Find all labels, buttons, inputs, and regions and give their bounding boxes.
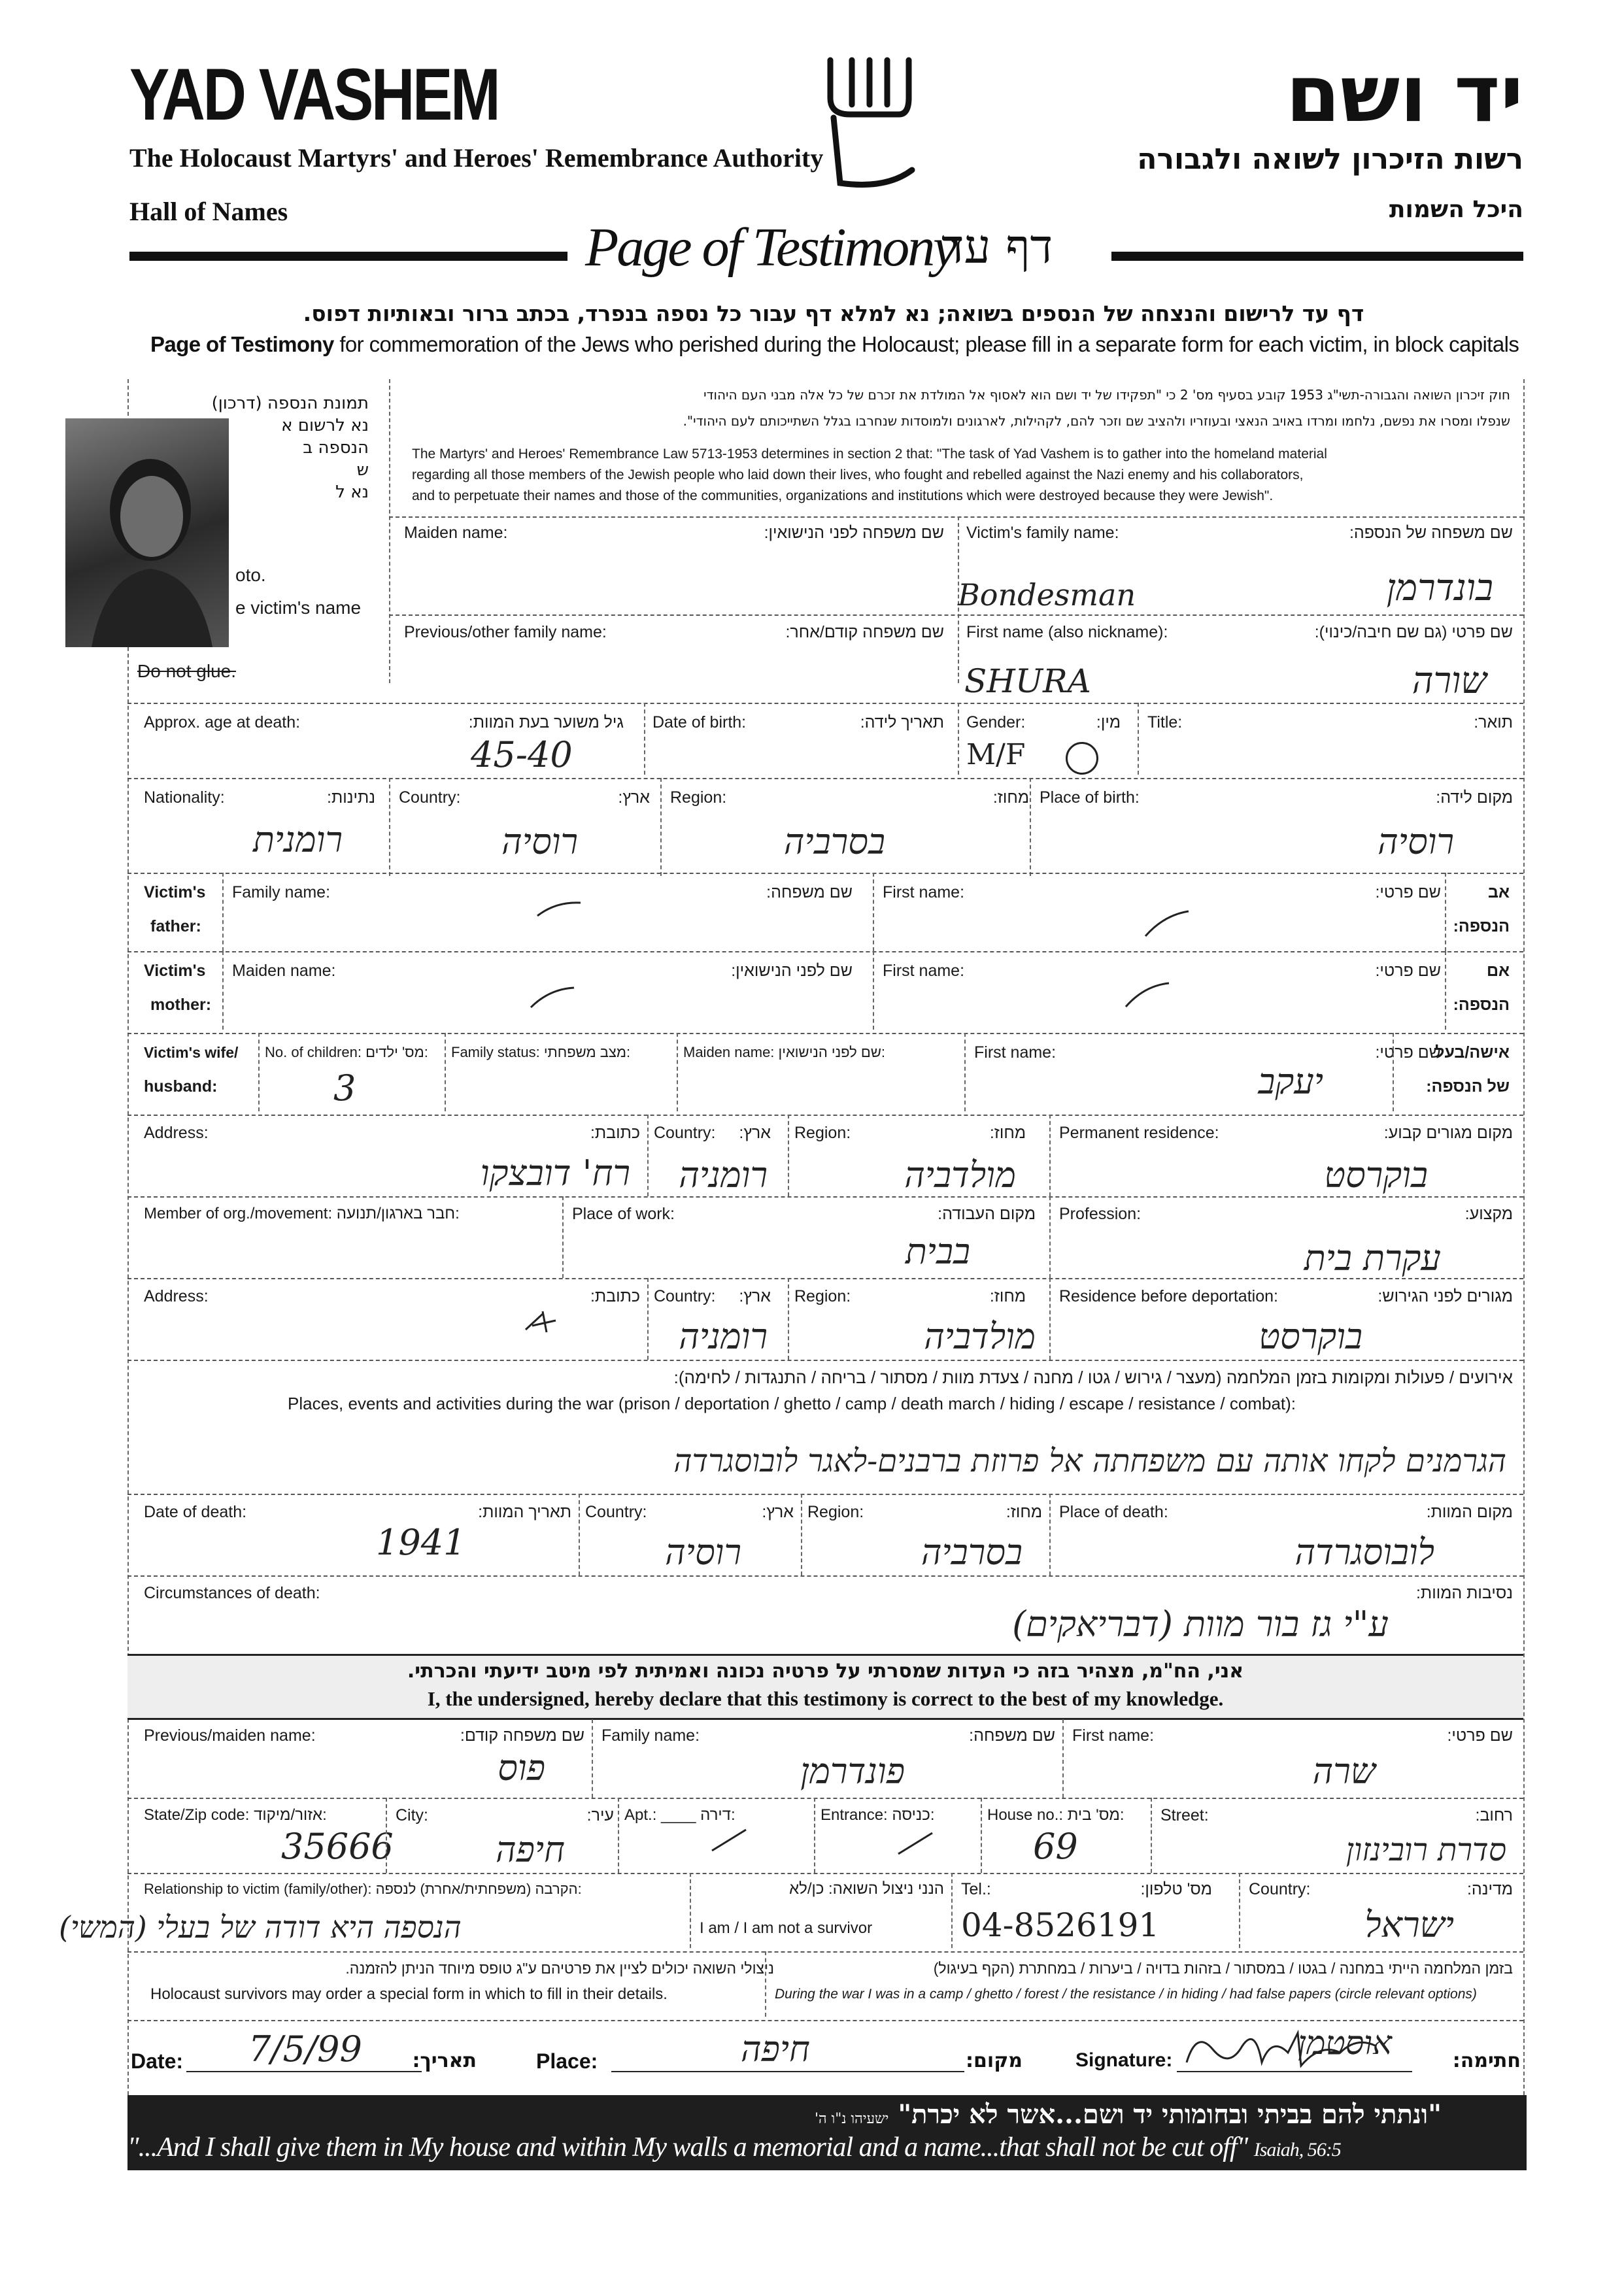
law-he-2: שנפלו ומסרו את נפשם, נלחמו ומרדו באויב הנאצי ובעוזריו ולהציב שם וזכר להם, לקהילות, לארגונים ולמוסדות שנחרבו בגלל השתייכותם לעם היהודי".: [683, 413, 1510, 429]
s-first-label-en: First name:: [1072, 1726, 1155, 1745]
before-region-value[interactable]: מולדביה: [924, 1316, 1036, 1357]
father-label-he-1: אב: [1487, 883, 1510, 901]
hall-of-names-en: Hall of Names: [129, 197, 288, 226]
family-name-en-value[interactable]: Bondesman: [958, 577, 1136, 613]
rule-2: [389, 614, 1523, 616]
dod-region-label-he: מחוז:: [1006, 1503, 1042, 1521]
region-label-en: Region:: [670, 788, 727, 807]
addr-country-value[interactable]: רומניה: [679, 1154, 768, 1196]
footer-quote-en: "...And I shall give them in My house and within My walls a memorial and a name...that shall not be cut off" Isaiah, 56:5: [127, 2132, 1341, 2162]
div-s2-4: [981, 1798, 982, 1873]
house-label: House no.: מס' בית:: [987, 1806, 1125, 1824]
pob-label-en: Place of birth:: [1040, 788, 1140, 807]
spouse-label-he-1: אישה/בעל: [1435, 1043, 1510, 1062]
div-work-2: [1049, 1196, 1051, 1278]
addr-region-value[interactable]: מולדביה: [904, 1154, 1016, 1196]
div-region: [1030, 778, 1031, 876]
div-dod-2: [801, 1494, 802, 1575]
div-addr-3: [1049, 1115, 1051, 1196]
events-label-he: אירועים / פעולות ומקומות בזמן המלחמה (מעצר / גירוש / גטו / מחנה / צעדת מוות / מסתור / בריחה / התנגדות / לחימה):: [673, 1368, 1513, 1387]
footer-quote-he: "ונתתי להם בביתי ובחומותי יד ושם...אשר לא יכרת" ישעיהו נ"ו ה': [814, 2099, 1442, 2130]
street-label-he: רחוב:: [1475, 1806, 1513, 1824]
entrance-dash-mark: [896, 1830, 935, 1857]
family-name-label-he: שם משפחה של הנספה:: [1349, 524, 1513, 542]
org-subtitle-he: רשות הזיכרון לשואה ולגבורה: [1137, 143, 1523, 176]
tel-value[interactable]: 04-8526191: [961, 1906, 1160, 1944]
first-name-label-he: שם פרטי (גם שם חיבה/כינוי):: [1314, 623, 1513, 641]
dod-value[interactable]: 1941: [376, 1522, 466, 1563]
div-spouse-2: [445, 1033, 446, 1111]
address-label-he: כתובת:: [590, 1124, 640, 1142]
footer-quote-band: [127, 2095, 1527, 2170]
dod-label-he: תאריך המוות:: [478, 1503, 571, 1521]
dod-country-label-en: Country:: [585, 1503, 647, 1521]
member-label: Member of org./movement: חבר בארגון/תנועה:: [144, 1205, 460, 1222]
house-value[interactable]: 69: [1033, 1826, 1078, 1867]
div-dob: [958, 703, 959, 775]
photo-instructions-en-1: oto.: [235, 565, 266, 585]
photo-instructions-he: תמונת הנספה (דרכון) נא לרשום א הנספה ב ש נא ל: [211, 394, 369, 502]
father-label-en-2: father:: [150, 917, 201, 935]
s-prev-label-he: שם משפחה קודם:: [460, 1726, 584, 1745]
family-name-he-value[interactable]: בונדרמן: [1386, 567, 1493, 609]
title-rule-left: [129, 252, 567, 261]
declaration-en: I, the undersigned, hereby declare that this testimony is correct to the best of my knowledge.: [427, 1687, 1224, 1710]
dod-region-value[interactable]: בסרביה: [921, 1532, 1023, 1573]
place-underline: [611, 2071, 964, 2072]
address2-label-en: Address:: [144, 1287, 209, 1305]
work-label-en: Place of work:: [572, 1205, 675, 1223]
before-value[interactable]: בוקרסט: [1259, 1316, 1362, 1357]
first-name-en-value[interactable]: SHURA: [964, 662, 1091, 700]
intro-en: Page of Testimony for commemoration of the Jews who perished during the Holocaust; please fill in a separate form for each victim, in block capitals: [150, 332, 1519, 356]
pod-label-en: Place of death:: [1059, 1503, 1168, 1521]
spouse-label-he-2: של הנספה:: [1426, 1077, 1510, 1096]
page-title-he: דף עד: [941, 219, 1053, 274]
place-value[interactable]: חיפה: [740, 2028, 810, 2070]
events-value[interactable]: הגרמנים לקחו אותה עם משפחתה אל פרוזת ברבנים-לאגר לובוסגרדה: [673, 1443, 1506, 1479]
div-spouse-1: [258, 1033, 260, 1111]
survivor-label-en: I am / I am not a survivor: [700, 1919, 873, 1937]
address-value[interactable]: רח' דובצקו: [480, 1152, 630, 1194]
survivor-label-he: הנני ניצול השואה: כן/לא: [789, 1880, 944, 1898]
mother-first-dash-mark: [1125, 981, 1170, 1010]
nationality-value[interactable]: רומנית: [252, 819, 343, 860]
children-value[interactable]: 3: [333, 1067, 356, 1109]
during-note-he: בזמן המלחמה הייתי במחנה / בגטו / במסתור / בזהות בדויה / ביערות / במחתרת (הקף בעיגול): [933, 1960, 1513, 1977]
zip-value[interactable]: 35666: [281, 1826, 394, 1867]
rule-16: [127, 1951, 1523, 1953]
mother-maiden-label-he: שם לפני הנישואין:: [731, 962, 853, 980]
before-label-en: Residence before deportation:: [1059, 1287, 1278, 1305]
rule-13: [127, 1575, 1523, 1577]
div-work-1: [562, 1196, 564, 1278]
nationality-label-en: Nationality:: [144, 788, 225, 807]
rule-12: [127, 1494, 1523, 1495]
family-name-label-en: Victim's family name:: [966, 524, 1119, 542]
spouse-label-en-2: husband:: [144, 1077, 218, 1096]
city-label-he: עיר:: [586, 1806, 614, 1824]
place-label-he: מקום:: [966, 2049, 1023, 2072]
photo-box-divider: [389, 379, 390, 683]
before-region-label-en: Region:: [794, 1287, 851, 1305]
rule-14: [127, 1798, 1523, 1799]
div-s3-3: [1239, 1873, 1240, 1948]
famstatus-label: Family status: מצב משפחתי:: [451, 1044, 631, 1060]
pod-value[interactable]: לובוסגרדה: [1294, 1532, 1434, 1573]
s-prev-value[interactable]: פוס: [498, 1747, 545, 1789]
maiden-name-label-he: שם משפחה לפני הנישואין:: [764, 524, 944, 542]
city-value[interactable]: חיפה: [495, 1829, 565, 1870]
address-label-en: Address:: [144, 1124, 209, 1142]
div-mother-2: [873, 951, 874, 1030]
circ-label-he: נסיבות המוות:: [1415, 1584, 1513, 1602]
addr-region-label-en: Region:: [794, 1124, 851, 1142]
law-en-2: regarding all those members of the Jewish people who laid down their lives, who fought and rebelled against the Nazi enemy and his collaborators,: [412, 467, 1304, 482]
age-label-en: Approx. age at death:: [144, 713, 301, 731]
work-value[interactable]: בבית: [905, 1231, 970, 1272]
work-label-he: מקום העבודה:: [938, 1205, 1036, 1223]
country-label-he: ארץ:: [618, 788, 650, 807]
form-note-en: Holocaust survivors may order a special form in which to fill in their details.: [150, 1985, 668, 2003]
address2-label-he: כתובת:: [590, 1287, 640, 1305]
law-en-3: and to perpetuate their names and those of the communities, organizations and institutions which were destroyed because they were Jewish".: [412, 488, 1274, 503]
date-underline: [186, 2071, 422, 2072]
s-country-label-en: Country:: [1249, 1880, 1311, 1898]
before-country-label-he: ארץ:: [739, 1287, 771, 1305]
div-s1-1: [592, 1719, 593, 1798]
div-spouse-4: [964, 1033, 966, 1111]
maiden-name-label-en: Maiden name:: [404, 524, 508, 542]
org-subtitle-en: The Holocaust Martyrs' and Heroes' Remembrance Authority: [129, 143, 824, 173]
mother-label-he-1: אם: [1486, 962, 1510, 980]
org-name-he: יד ושם: [1285, 49, 1523, 140]
circ-label-en: Circumstances of death:: [144, 1584, 320, 1602]
frame-right: [1523, 379, 1525, 2121]
dod-country-label-he: ארץ:: [762, 1503, 794, 1521]
gender-label-en: Gender:: [966, 713, 1026, 731]
mother-maiden-dash-mark: [530, 984, 575, 1010]
div-s3-1: [690, 1873, 691, 1948]
rule-5: [127, 873, 1523, 874]
country-value[interactable]: רוסיה: [501, 821, 578, 862]
rule-17: [127, 2020, 1523, 2021]
div-addr2-3: [1049, 1278, 1051, 1360]
rule-15: [127, 1873, 1523, 1874]
spouse-first-label-en: First name:: [974, 1043, 1057, 1062]
street-label-en: Street:: [1160, 1806, 1209, 1824]
father-family-label-en: Family name:: [232, 883, 331, 901]
s-first-value[interactable]: שרה: [1312, 1751, 1376, 1792]
photo-instructions-en-2: e victim's name: [235, 597, 362, 618]
org-name-en: YAD VASHEM: [129, 54, 499, 135]
prof-label-en: Profession:: [1059, 1205, 1142, 1223]
mother-first-label-he: שם פרטי:: [1375, 962, 1441, 980]
date-label-he: תאריך:: [412, 2049, 477, 2072]
title-label-he: תואר:: [1474, 713, 1513, 731]
addr-country-label-he: ארץ:: [739, 1124, 771, 1142]
yad-vashem-logo: [820, 52, 919, 199]
div-s3-2: [951, 1873, 953, 1948]
div-s2-3: [814, 1798, 815, 1873]
rule-6: [127, 951, 1523, 952]
rule-3: [127, 703, 1523, 704]
dob-label-he: תאריך לידה:: [860, 713, 944, 731]
div-spouse-5: [1393, 1033, 1394, 1111]
apt-label: Apt.: ____ דירה:: [624, 1806, 736, 1824]
nationality-label-he: נתינות:: [327, 788, 375, 807]
photo-instructions-en-3: Do not glue.: [137, 661, 236, 681]
first-name-he-value[interactable]: שורה: [1412, 660, 1487, 702]
prof-label-he: מקצוע:: [1464, 1205, 1513, 1223]
rule-4: [127, 778, 1523, 779]
dob-label-en: Date of birth:: [652, 713, 747, 731]
law-en-1: The Martyrs' and Heroes' Remembrance Law 5713-1953 determines in section 2 that: "The task of Yad Vashem is to gather into the homeland material: [412, 446, 1327, 462]
s-fam-label-en: Family name:: [601, 1726, 700, 1745]
father-first-label-en: First name:: [883, 883, 965, 901]
div-s2-1: [386, 1798, 387, 1873]
div-country: [660, 778, 662, 876]
region-value[interactable]: בסרביה: [783, 821, 885, 862]
div-addr-1: [647, 1115, 649, 1196]
declaration-bar: [127, 1654, 1523, 1720]
form-note-he: ניצולי השואה יכולים לציין את פרטיהם ע"ג טופס מיוחד הניתן להזמנה.: [345, 1960, 774, 1977]
gender-label-he: מין:: [1096, 713, 1121, 731]
date-label-en: Date:: [131, 2049, 184, 2073]
mother-first-label-en: First name:: [883, 962, 965, 980]
street-value[interactable]: סדרת רובינזון: [1345, 1832, 1506, 1868]
gender-value[interactable]: M/F: [966, 738, 1026, 771]
div-spouse-3: [677, 1033, 678, 1111]
mother-label-he-2: הנספה:: [1453, 996, 1510, 1014]
s-fam-label-he: שם משפחה:: [969, 1726, 1055, 1745]
victim-photo: [65, 418, 229, 647]
rule-7: [127, 1033, 1523, 1034]
signature-label-en: Signature:: [1075, 2049, 1173, 2071]
region-label-he: מחוז:: [992, 788, 1029, 807]
div-addr-2: [788, 1115, 789, 1196]
father-label-he-2: הנספה:: [1453, 917, 1510, 935]
mother-label-en-2: mother:: [150, 996, 212, 1014]
s-country-value[interactable]: ישראל: [1364, 1904, 1454, 1945]
events-label-en: Places, events and activities during the war (prison / deportation / ghetto / camp / death march / hiding / escape / resistance / combat):: [288, 1394, 1296, 1413]
div-s2-2: [618, 1798, 619, 1873]
div-addr2-2: [788, 1278, 789, 1360]
dod-country-value[interactable]: רוסיה: [665, 1532, 741, 1573]
div-s1-2: [1062, 1719, 1064, 1798]
father-family-label-he: שם משפחה:: [766, 883, 853, 901]
rule-11: [127, 1360, 1523, 1361]
before-country-value[interactable]: רומניה: [679, 1316, 768, 1357]
addr-country-label-en: Country:: [654, 1124, 716, 1142]
signature-label-he: חתימה:: [1452, 2049, 1521, 2072]
father-first-label-he: שם פרטי:: [1375, 883, 1441, 901]
zip-label: State/Zip code: אזור/מיקוד:: [144, 1806, 327, 1824]
prev-name-label-en: Previous/other family name:: [404, 623, 607, 641]
spouse-label-en-1: Victim's wife/: [144, 1044, 239, 1061]
address2-dash-mark: [523, 1307, 562, 1334]
country-label-en: Country:: [399, 788, 461, 807]
rel-label: Relationship to victim (family/other): הקרבה (משפחתית/אחרת) לנספה:: [144, 1881, 582, 1897]
declaration-he: אני, הח"מ, מצהיר בזה כי העדות שמסרתי על פרטיה נכונה ואמיתית לפי מיטב ידיעתי והכרתי.: [407, 1660, 1244, 1683]
before-region-label-he: מחוז:: [989, 1287, 1026, 1305]
s-prev-label-en: Previous/maiden name:: [144, 1726, 316, 1745]
spouse-first-label-he: שם פרטי:: [1375, 1043, 1441, 1062]
s-country-label-he: מדינה:: [1466, 1880, 1513, 1898]
age-label-he: גיל משוער בעת המוות:: [468, 713, 624, 731]
div-addr2-1: [647, 1278, 649, 1360]
s-fam-value[interactable]: פונדרמן: [800, 1751, 905, 1792]
perm-value[interactable]: בוקרסט: [1324, 1154, 1428, 1196]
rule-10: [127, 1278, 1523, 1279]
before-label-he: מגורים לפני הגירוש:: [1378, 1287, 1513, 1305]
perm-label-en: Permanent residence:: [1059, 1124, 1219, 1142]
circ-value[interactable]: ע"י גז בור מוות (דבריאקים): [1012, 1604, 1389, 1645]
title-label-en: Title:: [1147, 713, 1183, 731]
div-father-2: [873, 873, 874, 951]
pod-label-he: מקום המוות:: [1426, 1503, 1513, 1521]
rel-value[interactable]: הנספה היא דודה של בעלי (המשי): [59, 1909, 462, 1945]
div-dod-3: [1049, 1494, 1051, 1575]
div-mother-3: [1445, 951, 1446, 1030]
div-nat: [389, 778, 390, 876]
father-first-dash-mark: [1144, 909, 1190, 938]
law-he-1: חוק זיכרון השואה והגבורה-תשי"ג 1953 קובע בסעיף מס' 2 כי "תפקידו של יד ושם הוא לאסוף אל המולדת את זכרם של כל אלה מבני העם היהודי: [703, 387, 1510, 403]
title-rule-right: [1111, 252, 1523, 261]
age-value[interactable]: 45-40: [471, 734, 573, 775]
spouse-maiden-label: Maiden name: שם לפני הנישואין:: [683, 1044, 886, 1060]
div-s2-5: [1151, 1798, 1152, 1873]
children-label: No. of children: מס' ילדים:: [265, 1044, 428, 1060]
father-label-en-1: Victim's: [144, 883, 206, 901]
tel-label-en: Tel.:: [961, 1880, 991, 1898]
mother-maiden-label-en: Maiden name:: [232, 962, 336, 980]
dod-label-en: Date of death:: [144, 1503, 247, 1521]
gender-circle-mark: [1066, 742, 1098, 775]
father-family-dash-mark: [536, 899, 582, 918]
city-label-en: City:: [396, 1806, 428, 1824]
rule-1: [389, 516, 1523, 518]
entrance-label: Entrance: כניסה:: [820, 1806, 935, 1824]
div-notes: [765, 1951, 766, 2017]
div-age: [644, 703, 645, 775]
pob-value[interactable]: רוסיה: [1378, 821, 1454, 862]
signature-value[interactable]: אוסטמן: [1298, 2024, 1392, 2062]
rule-8: [127, 1115, 1523, 1116]
div-dod-1: [579, 1494, 580, 1575]
addr-region-label-he: מחוז:: [989, 1124, 1026, 1142]
pob-label-he: מקום לידה:: [1436, 788, 1513, 807]
tel-label-he: מס' טלפון:: [1140, 1880, 1212, 1898]
div-father-1: [222, 873, 224, 951]
s-first-label-he: שם פרטי:: [1447, 1726, 1513, 1745]
mother-label-en-1: Victim's: [144, 962, 206, 980]
dod-region-label-en: Region:: [807, 1503, 864, 1521]
prof-value[interactable]: עקרת בית: [1304, 1237, 1441, 1279]
first-name-label-en: First name (also nickname):: [966, 623, 1168, 641]
intro-he: דף עד לרישום והנצחה של הנספים בשואה; נא למלא דף עבור כל נספה בנפרד, בכתב ברור ובאותיות דפוס.: [303, 301, 1364, 326]
perm-label-he: מקום מגורים קבוע:: [1383, 1124, 1513, 1142]
spouse-first-value[interactable]: יעקב: [1258, 1061, 1323, 1102]
div-father-3: [1445, 873, 1446, 951]
date-value[interactable]: 7/5/99: [248, 2028, 362, 2070]
apt-dash-mark: [709, 1827, 749, 1853]
page-title-en: Page of Testimony: [585, 217, 956, 278]
prev-name-label-he: שם משפחה קודם/אחר:: [785, 623, 944, 641]
during-note-en: During the war I was in a camp / ghetto / forest / the resistance / in hiding / had false papers (circle relevant options): [775, 1987, 1477, 2002]
div-mother-1: [222, 951, 224, 1030]
rule-9: [127, 1196, 1523, 1198]
before-country-label-en: Country:: [654, 1287, 716, 1305]
div-gender: [1138, 703, 1139, 775]
place-label-en: Place:: [536, 2049, 598, 2073]
hall-of-names-he: היכל השמות: [1389, 196, 1523, 223]
